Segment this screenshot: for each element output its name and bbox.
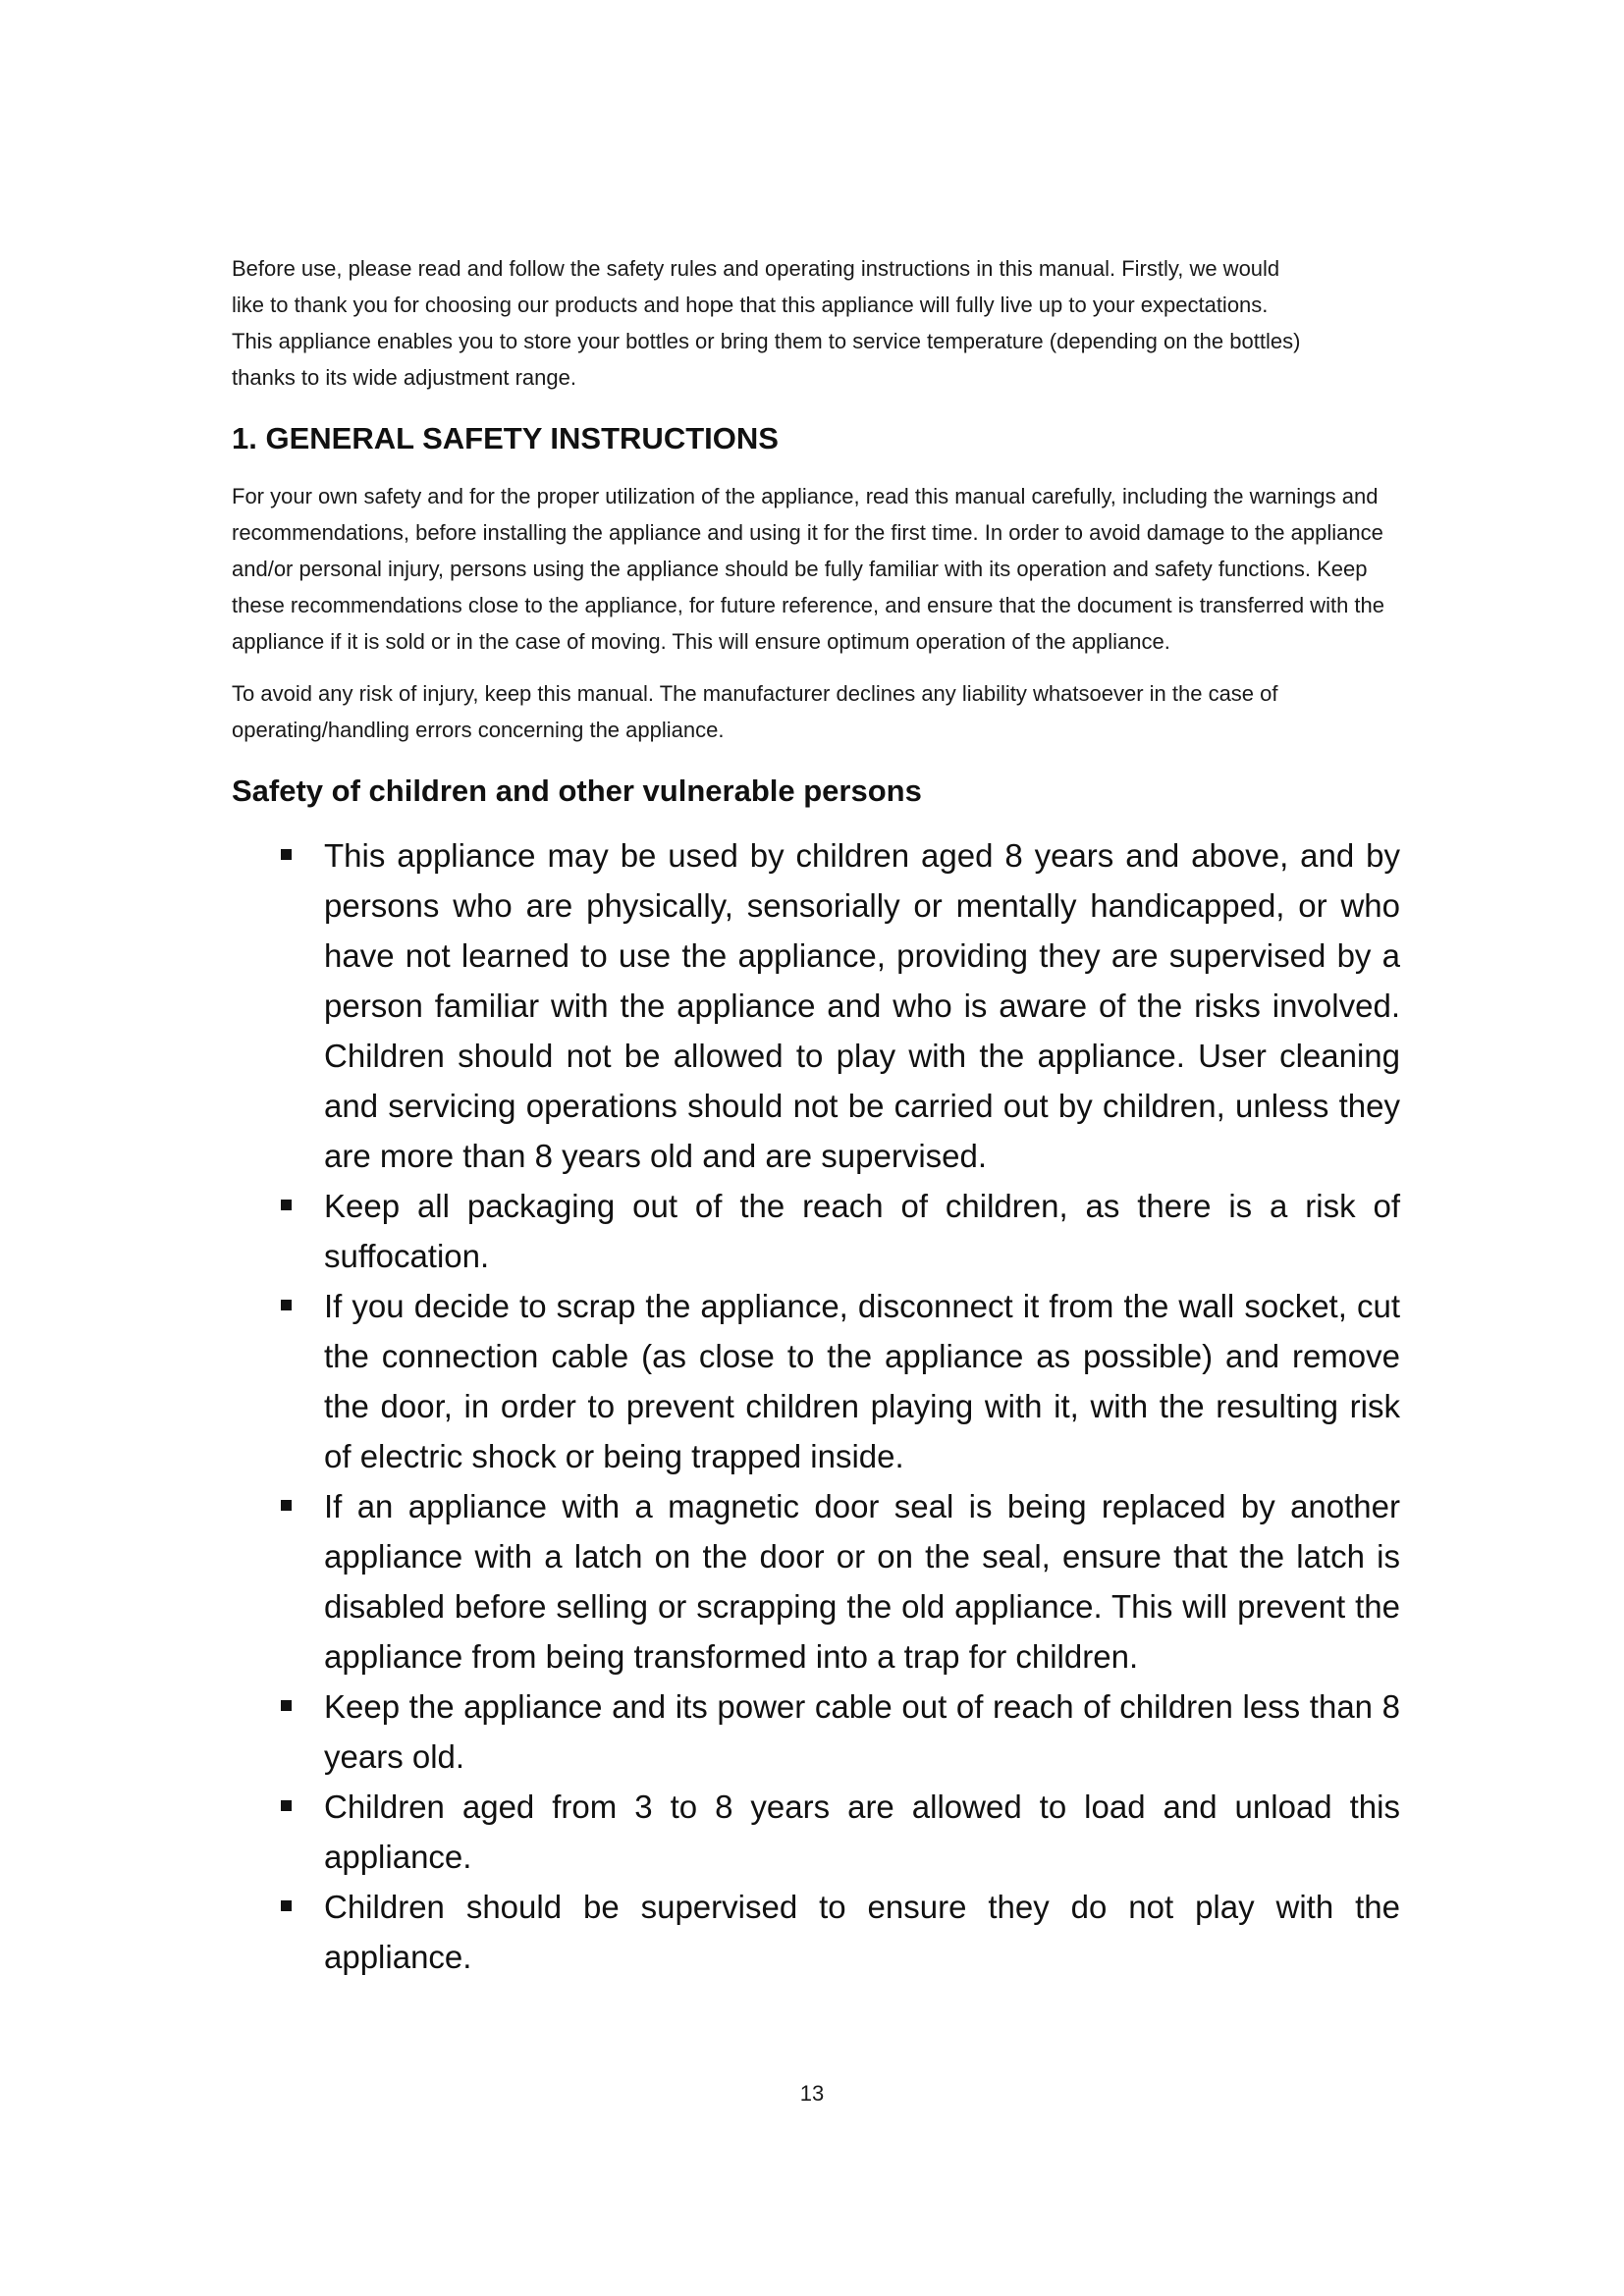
list-item bbox=[232, 1882, 1400, 1982]
children-safety-list bbox=[232, 830, 1400, 1982]
list-item-text: If an appliance with a magnetic door seal is being replaced by another appliance with a latch on the door or on the seal, ensure that the latch is disabled before selling or scrapping the old appliance. This will prevent the appliance from being transformed into a trap for children. bbox=[324, 1488, 1400, 1675]
section-heading-general-safety: 1. GENERAL SAFETY INSTRUCTIONS bbox=[232, 421, 779, 455]
square-bullet-icon bbox=[281, 1300, 292, 1310]
square-bullet-icon bbox=[281, 1800, 292, 1811]
square-bullet-icon bbox=[281, 1900, 292, 1911]
manual-page bbox=[232, 250, 1400, 1982]
intro-line: like to thank you for choosing our products and hope that this appliance will fully live up to your expectations. bbox=[232, 293, 1269, 317]
list-item-text: Children aged from 3 to 8 years are allowed to load and unload this appliance. bbox=[324, 1789, 1400, 1875]
list-item-text: Keep all packaging out of the reach of children, as there is a risk of suffocation. bbox=[324, 1188, 1400, 1274]
list-item bbox=[232, 1181, 1400, 1281]
page-number: 13 bbox=[799, 2081, 825, 2106]
intro-line: This appliance enables you to store your bottles or bring them to service temperature (depending on the bottles) bbox=[232, 329, 1301, 353]
list-item-text: Keep the appliance and its power cable out of reach of children less than 8 years old. bbox=[324, 1688, 1400, 1775]
square-bullet-icon bbox=[281, 1500, 292, 1511]
list-item-text: This appliance may be used by children aged 8 years and above, and by persons who are physically, sensorially or mentally handicapped, or who have not learned to use the appliance, providing they are supervised by a person familiar with the appliance and who is aware of the risks involved. Children should not be allowed to play with the appliance. User cleaning and servicing operations should not be carried out by children, unless they are more than 8 years old and are supervised. bbox=[324, 837, 1400, 1174]
square-bullet-icon bbox=[281, 1200, 292, 1210]
general-safety-section bbox=[232, 478, 1400, 748]
list-item-text: Children should be supervised to ensure they do not play with the appliance. bbox=[324, 1889, 1400, 1975]
list-item bbox=[232, 830, 1400, 1181]
intro-paragraph bbox=[232, 250, 1400, 396]
list-item bbox=[232, 1782, 1400, 1882]
list-item bbox=[232, 1481, 1400, 1682]
list-item bbox=[232, 1682, 1400, 1782]
subheading-children-safety: Safety of children and other vulnerable persons bbox=[232, 774, 922, 808]
general-safety-paragraph: For your own safety and for the proper utilization of the appliance, read this manual carefully, including the warnings and recommendations, before installing the appliance and using it for the first time. In order to avoid damage to the appliance and/or personal injury, persons using the appliance should be fully familiar with its operation and safety functions. Keep these recommendations close to the appliance, for future reference, and ensure that the document is transferred with the appliance if it is sold or in the case of moving. This will ensure optimum operation of the appliance. bbox=[232, 484, 1385, 654]
list-item bbox=[232, 1281, 1400, 1481]
liability-paragraph: To avoid any risk of injury, keep this manual. The manufacturer declines any liability whatsoever in the case of operating/handling errors concerning the appliance. bbox=[232, 681, 1278, 742]
square-bullet-icon bbox=[281, 849, 292, 860]
intro-line: thanks to its wide adjustment range. bbox=[232, 365, 576, 390]
list-item-text: If you decide to scrap the appliance, disconnect it from the wall socket, cut the connection cable (as close to the appliance as possible) and remove the door, in order to prevent children playing with it, with the resulting risk of electric shock or being trapped inside. bbox=[324, 1288, 1400, 1474]
square-bullet-icon bbox=[281, 1700, 292, 1711]
intro-line: Before use, please read and follow the safety rules and operating instructions in this manual. Firstly, we would bbox=[232, 256, 1280, 281]
